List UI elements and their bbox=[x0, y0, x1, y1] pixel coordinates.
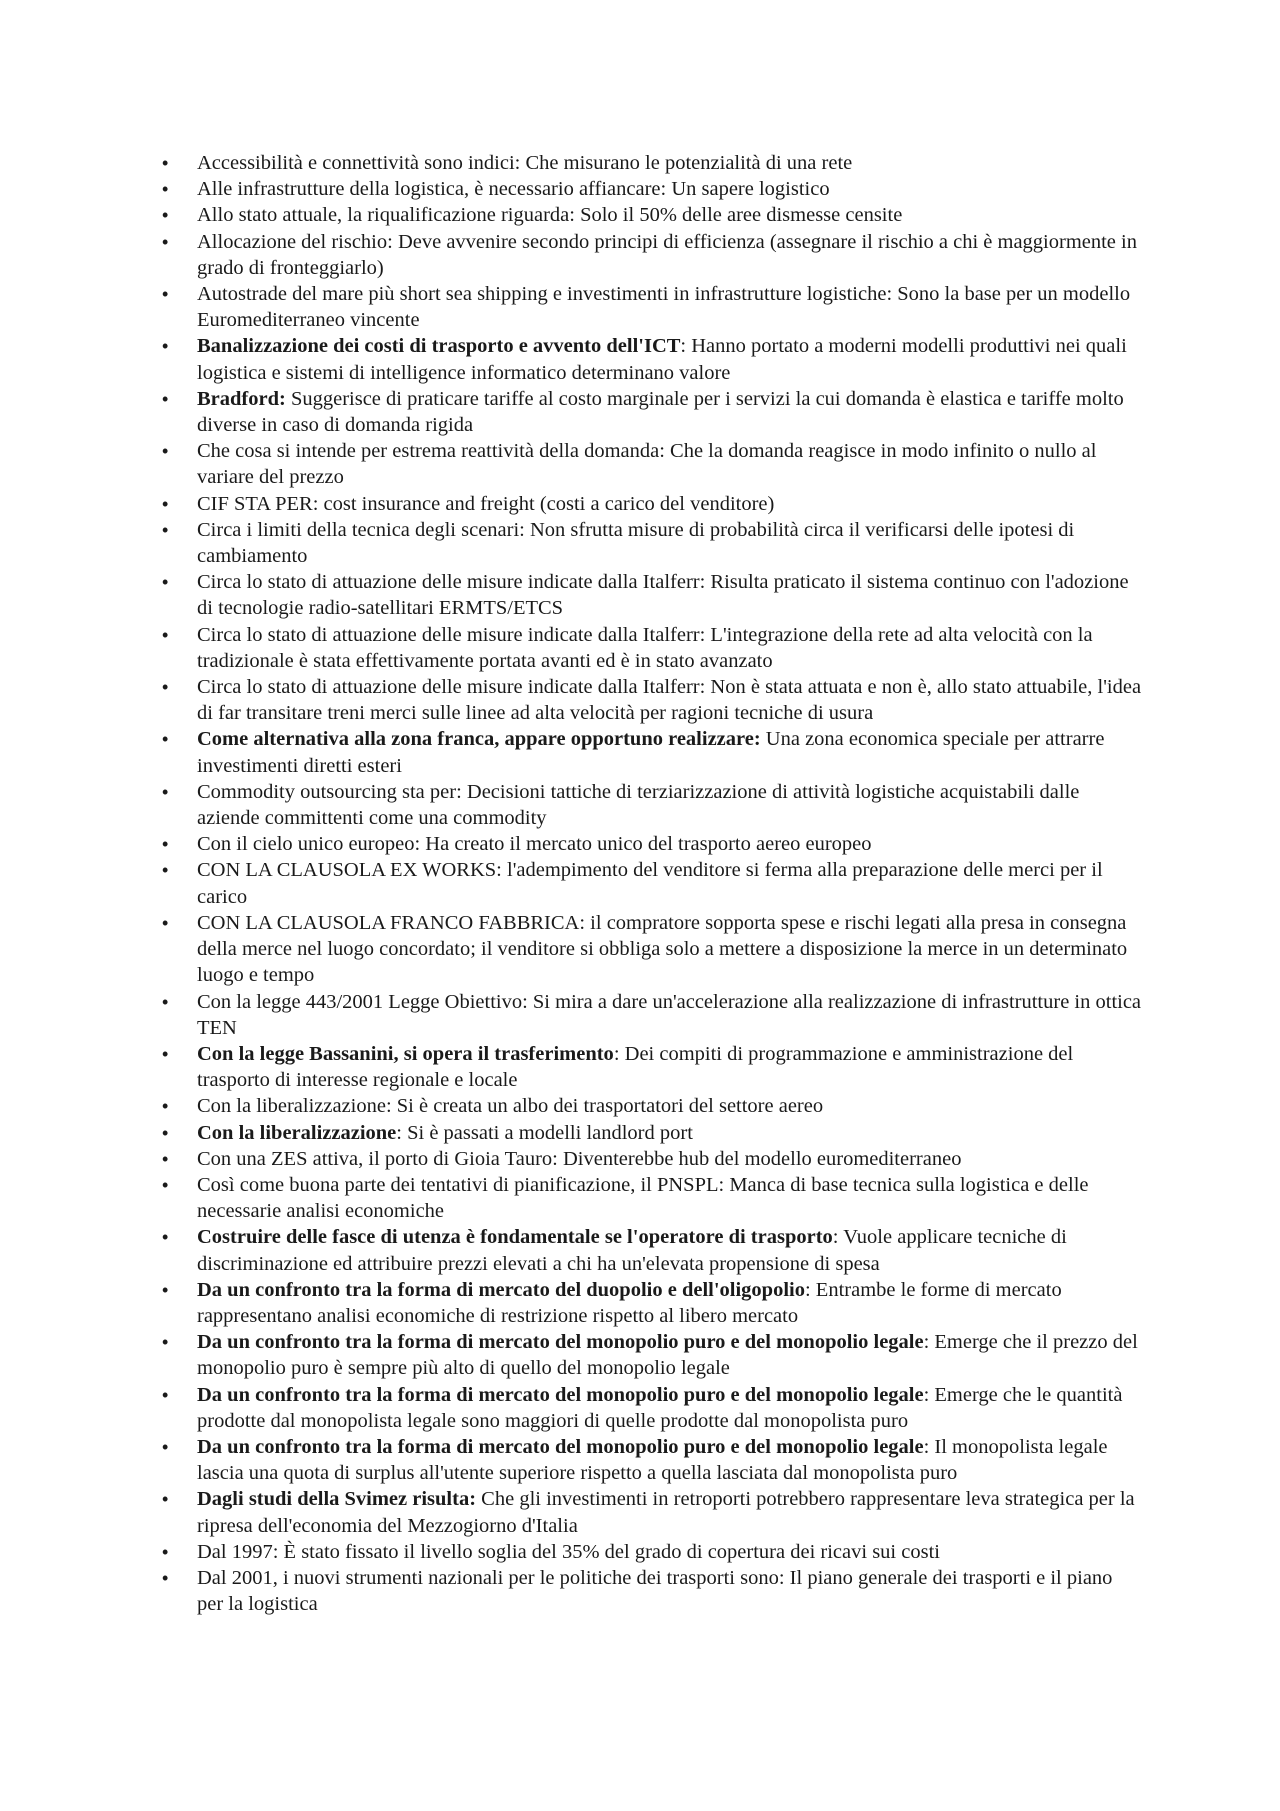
list-item-text: : Emerge che il prezzo del monopolio puro è sempre più alto di quello del monopolio legale bbox=[197, 1331, 1138, 1380]
list-item-text: Con il cielo unico europeo: Ha creato il mercato unico del trasporto aereo europeo bbox=[197, 833, 872, 856]
list-item bbox=[197, 229, 1142, 281]
list-item bbox=[197, 281, 1142, 333]
list-item-text: Allocazione del rischio: Deve avvenire secondo principi di efficienza (assegnare il rischio a chi è maggiormente in grado di fronteggiarlo) bbox=[197, 230, 1137, 279]
list-item bbox=[197, 202, 1142, 228]
list-item-text: : Emerge che le quantità prodotte dal monopolista legale sono maggiori di quelle prodotte dal monopolista puro bbox=[197, 1383, 1123, 1432]
list-item-text: Dal 1997: È stato fissato il livello soglia del 35% del grado di copertura dei ricavi sui costi bbox=[197, 1540, 940, 1563]
list-item-text: Che cosa si intende per estrema reattività della domanda: Che la domanda reagisce in modo infinito o nullo al variare del prezzo bbox=[197, 440, 1097, 489]
list-item bbox=[197, 989, 1142, 1041]
list-item bbox=[197, 1120, 1142, 1146]
list-item bbox=[197, 1277, 1142, 1329]
list-item-lead: Da un confronto tra la forma di mercato del monopolio puro e del monopolio legale bbox=[197, 1383, 924, 1406]
list-item-text: Accessibilità e connettività sono indici: Che misurano le potenzialità di una rete bbox=[197, 152, 853, 174]
list-item-lead: Bradford: bbox=[197, 387, 286, 410]
list-item bbox=[197, 779, 1142, 831]
bullet-list bbox=[197, 150, 1142, 1617]
list-item bbox=[197, 333, 1142, 385]
list-item-text: : Si è passati a modelli landlord port bbox=[396, 1121, 693, 1144]
list-item-text: Circa lo stato di attuazione delle misure indicate dalla Italferr: Non è stata attuata e non è, allo stato attuabile, l'idea di far transitare treni merci sulle linee ad alta velocità per ragioni tecniche di usura bbox=[197, 676, 1142, 725]
list-item-text: Suggerisce di praticare tariffe al costo marginale per i servizi la cui domanda è elastica e tariffe molto diverse in caso di domanda rigida bbox=[197, 387, 1124, 437]
list-item-text: Con la liberalizzazione: Si è creata un albo dei trasportatori del settore aereo bbox=[197, 1095, 824, 1118]
list-item bbox=[197, 831, 1142, 857]
list-item bbox=[197, 1224, 1142, 1276]
list-item bbox=[197, 1329, 1142, 1381]
list-item-text: : Entrambe le forme di mercato rappresentano analisi economiche di restrizione rispetto al libero mercato bbox=[197, 1278, 1062, 1327]
list-item-text: Alle infrastrutture della logistica, è necessario affiancare: Un sapere logistico bbox=[197, 178, 830, 201]
list-item-text: Una zona economica speciale per attrarre investimenti diretti esteri bbox=[197, 728, 1105, 777]
list-item bbox=[197, 1146, 1142, 1172]
list-item bbox=[197, 674, 1142, 726]
list-item-text: Circa lo stato di attuazione delle misure indicate dalla Italferr: L'integrazione della rete ad alta velocità con la tradizionale è stata effettivamente portata avanti ed è in stato avanzato bbox=[197, 623, 1093, 672]
list-item bbox=[197, 491, 1142, 517]
list-item-text: Circa lo stato di attuazione delle misure indicate dalla Italferr: Risulta praticato il sistema continuo con l'adozione di tecnologie radio-satellitari ERMTS/ETCS bbox=[197, 571, 1129, 620]
list-item bbox=[197, 176, 1142, 202]
list-item bbox=[197, 1172, 1142, 1224]
list-item bbox=[197, 726, 1142, 778]
list-item-text: Commodity outsourcing sta per: Decisioni tattiche di terziarizzazione di attività logistiche acquistabili dalle aziende committenti come una commodity bbox=[197, 780, 1080, 830]
list-item-lead: Costruire delle fasce di utenza è fondamentale se l'operatore di trasporto bbox=[197, 1226, 833, 1249]
list-item bbox=[197, 1382, 1142, 1434]
list-item-lead: Da un confronto tra la forma di mercato del monopolio puro e del monopolio legale bbox=[197, 1331, 924, 1354]
list-item bbox=[197, 386, 1142, 438]
list-item bbox=[197, 910, 1142, 989]
list-item bbox=[197, 1539, 1142, 1565]
list-item bbox=[197, 517, 1142, 569]
list-item-text: : Il monopolista legale lascia una quota di surplus all'utente superiore rispetto a quella lasciata dal monopolista puro bbox=[197, 1435, 1108, 1485]
list-item-lead: Da un confronto tra la forma di mercato del duopolio e dell'oligopolio bbox=[197, 1278, 805, 1301]
list-item-lead: Banalizzazione dei costi di trasporto e avvento dell'ICT bbox=[197, 335, 681, 358]
list-item-text: Allo stato attuale, la riqualificazione riguarda: Solo il 50% delle aree dismesse censite bbox=[197, 204, 903, 227]
list-item bbox=[197, 622, 1142, 674]
list-item bbox=[197, 857, 1142, 909]
list-item-lead: Come alternativa alla zona franca, appare opportuno realizzare: bbox=[197, 728, 761, 751]
list-item-lead: Dagli studi della Svimez risulta: bbox=[197, 1488, 477, 1511]
list-item bbox=[197, 438, 1142, 490]
list-item-lead: Con la liberalizzazione bbox=[197, 1121, 397, 1144]
list-item-text: : Hanno portato a moderni modelli produttivi nei quali logistica e sistemi di intelligence informatico determinano valore bbox=[197, 335, 1127, 384]
list-item bbox=[197, 1565, 1142, 1617]
list-item-lead: Con la legge Bassanini, si opera il trasferimento bbox=[197, 1042, 614, 1065]
list-item-text: Che gli investimenti in retroporti potrebbero rappresentare leva strategica per la ripresa dell'economia del Mezzogiorno d'Italia bbox=[197, 1488, 1135, 1537]
list-item-text: : Vuole applicare tecniche di discriminazione ed attribuire prezzi elevati a chi ha un'elevata propensione di spesa bbox=[197, 1226, 1067, 1275]
list-item bbox=[197, 569, 1142, 621]
list-item-text: CON LA CLAUSOLA EX WORKS: l'adempimento del venditore si ferma alla preparazione delle merci per il carico bbox=[197, 859, 1103, 908]
list-item bbox=[197, 1093, 1142, 1119]
list-item-text: Autostrade del mare più short sea shipping e investimenti in infrastrutture logistiche: Sono la base per un modello Euromediterraneo vincente bbox=[197, 283, 1131, 332]
list-item bbox=[197, 1486, 1142, 1538]
list-item-text: : Dei compiti di programmazione e amministrazione del trasporto di interesse regionale e locale bbox=[197, 1042, 1074, 1092]
list-item-text: CON LA CLAUSOLA FRANCO FABBRICA: il compratore sopporta spese e rischi legati alla presa in consegna della merce nel luogo concordato; il venditore si obbliga solo a mettere a disposizione la merce in un determinato luogo e tempo bbox=[197, 911, 1128, 987]
list-item-text: Circa i limiti della tecnica degli scenari: Non sfrutta misure di probabilità circa il verificarsi delle ipotesi di cambiamento bbox=[197, 518, 1075, 568]
list-item bbox=[197, 150, 1142, 176]
list-item bbox=[197, 1434, 1142, 1486]
list-item-text: CIF STA PER: cost insurance and freight (costi a carico del venditore) bbox=[197, 492, 775, 515]
list-item-text: Con una ZES attiva, il porto di Gioia Tauro: Diventerebbe hub del modello euromediterraneo bbox=[197, 1147, 962, 1170]
list-item-text: Così come buona parte dei tentativi di pianificazione, il PNSPL: Manca di base tecnica sulla logistica e delle necessarie analisi economiche bbox=[197, 1173, 1089, 1223]
list-item bbox=[197, 1041, 1142, 1093]
list-item-text: Dal 2001, i nuovi strumenti nazionali per le politiche dei trasporti sono: Il piano generale dei trasporti e il piano per la logistica bbox=[197, 1566, 1113, 1616]
list-item-lead: Da un confronto tra la forma di mercato del monopolio puro e del monopolio legale bbox=[197, 1435, 924, 1458]
list-item-text: Con la legge 443/2001 Legge Obiettivo: Si mira a dare un'accelerazione alla realizzazione di infrastrutture in ottica TEN bbox=[197, 990, 1142, 1039]
